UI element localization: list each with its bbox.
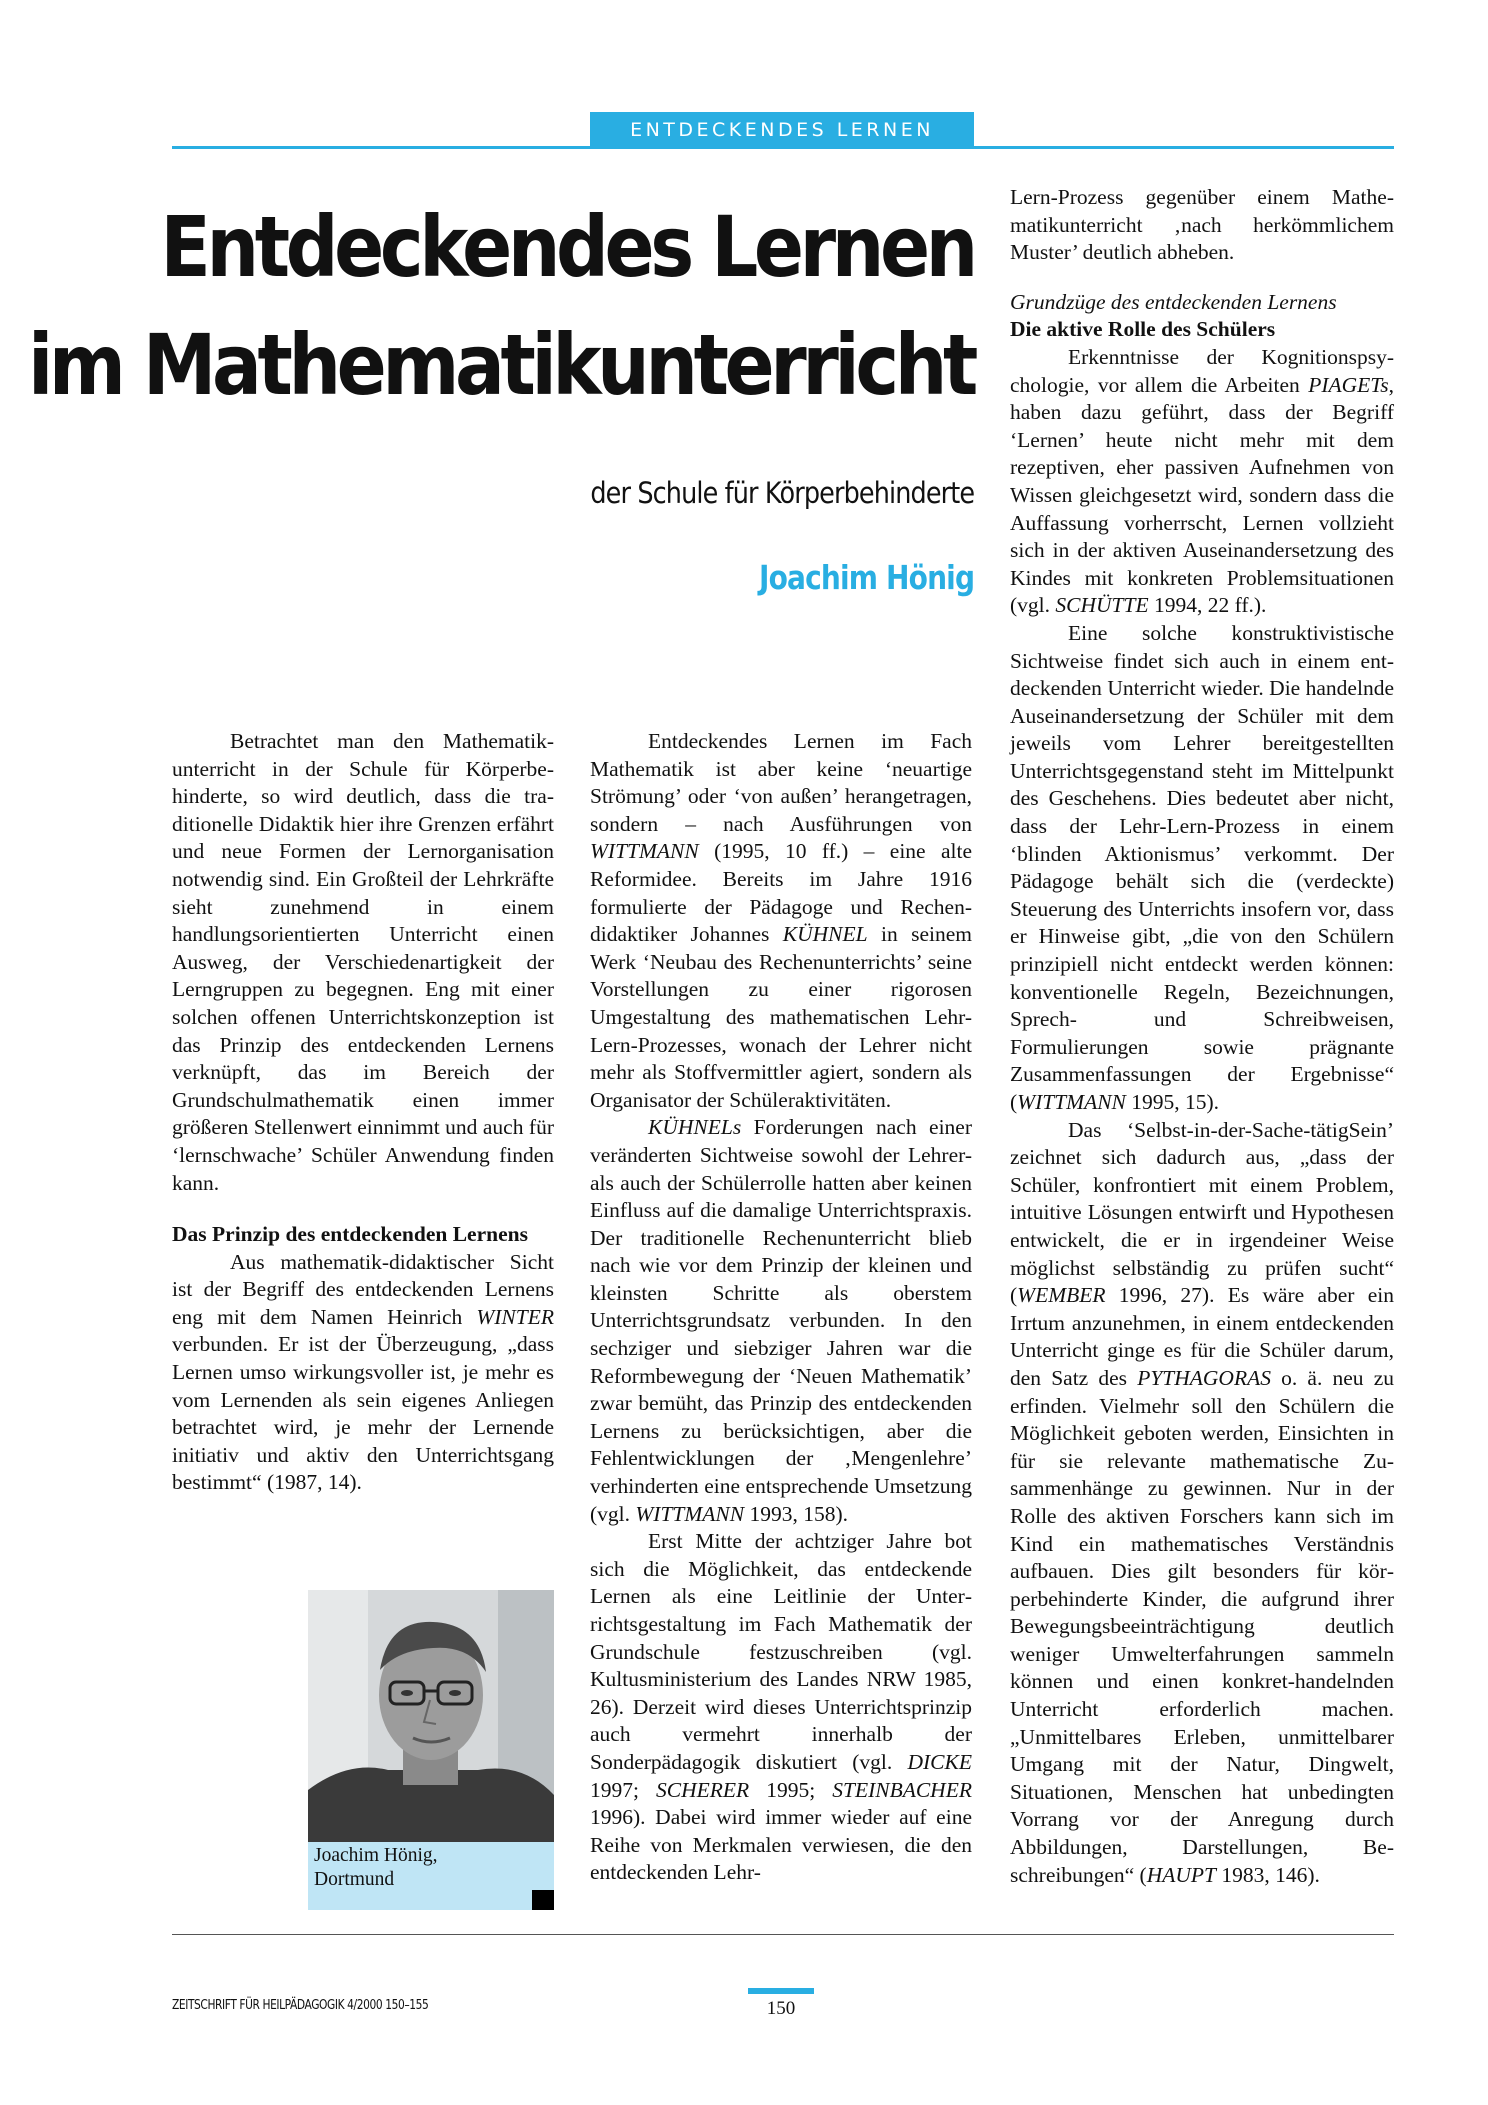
paragraph: Erkenntnisse der Kognitionspsychologie, vor allem die Arbeiten PIAGETs, haben dazu geführt, dass der Begriff ‘Lernen’ heute nicht mehr mit dem rezeptiven, eher passiven Aufnehmen von Wissen gleichgesetzt wird, sondern dass die Auffassung vorherrscht, Lernen vollzieht sich in der aktiven Auseinandersetzung des Kindes mit konkreten Problemsituationen (vgl. SCHÜTTE 1994, 22 ff.). xyxy=(1010,344,1394,618)
page-number: 150 xyxy=(766,1998,796,2019)
article-author: Joachim Hönig xyxy=(758,558,974,597)
paragraph: Erst Mitte der achtziger Jahre bot sich die Möglichkeit, das entdeckende Lernen als eine Leitlinie der Unterrichtsgestaltung im Fach Mathematik der Grundschule festzuschreiben (vgl. Kultusministerium des Landes NRW 1985, 26). Derzeit wird dieses Unterrichtsprinzip auch vermehrt innerhalb der Sonderpädagogik diskutiert (vgl. DICKE 1997; SCHERER 1995; STEINBACHER 1996). Dabei wird immer wieder auf eine Reihe von Merkmalen verwiesen, die den entdeckenden Lehr- xyxy=(590,1529,972,1885)
paragraph: Das ‘Selbst-in-der-Sache-tätigSein’ zeichnet sich dadurch aus, „dass der Schüler, konfrontiert mit einem Problem, intuitive Lösungen entwirft und Hypothesen entwickelt, die er in irgendeiner Weise möglichst selbständig zu prüfen sucht“ (WEMBER 1996, 27). Es wäre aber ein Irrtum anzunehmen, in einem entdeckenden Unterricht ginge es für die Schüler darum, den Satz des PYTHAGORAS o. ä. neu zu erfinden. Vielmehr soll den Schülern die Möglichkeit geboten werden, Einsichten in für sie relevante mathematische Zusammenhänge zu gewinnen. Nur in der Rolle des aktiven Forschers kann sich im Kind ein mathematisches Verständnis aufbauen. Dies gilt besonders für körperbehinderte Kinder, die aufgrund ihrer Bewegungsbeeinträchtigung deutlich weniger Umwelterfahrungen sammeln können und einen konkret-handelnden Unterricht erforderlich machen. „Unmittelbares Erleben, unmittelbarer Umgang mit der Natur, Dingwelt, Situationen, Menschen hat unbedingten Vorrang vor der Anregung durch Abbildungen, Darstellungen, Beschreibungen“ (HAUPT 1983, 146). xyxy=(1010,1117,1394,1887)
column-3 xyxy=(1010,184,1394,1889)
column-1 xyxy=(172,728,554,1497)
paragraph: Aus mathematik-didaktischer Sicht ist der Begriff des entdeckenden Lernens eng mit dem Namen Heinrich WINTER verbunden. Er ist der Überzeugung, „dass Lernen umso wirkungsvoller ist, je mehr es vom Lernenden als sein eigenes Anliegen betrachtet wird, je mehr der Lernende initiativ und aktiv den Unterrichtsgang bestimmt“ (1987, 14). xyxy=(172,1249,554,1495)
italic-subheading: Grundzüge des entdeckenden Lernens xyxy=(1010,289,1337,314)
paragraph: Lern-Prozess gegenüber einem Mathematikunterricht ‚nach herkömmlichem Muster’ deutlich abheben. xyxy=(1010,185,1394,265)
section-label: ENTDECKENDES LERNEN xyxy=(590,112,974,148)
caption-corner-mark xyxy=(532,1890,554,1910)
article-title xyxy=(28,188,974,424)
title-line-2: im Mathematikunterricht xyxy=(28,316,974,414)
footer-rule xyxy=(172,1934,1394,1935)
title-line-1: Entdeckendes Lernen xyxy=(160,198,974,296)
author-citation: WINTER xyxy=(476,1304,554,1329)
paragraph: Betrachtet man den Mathematikunterricht in der Schule für Körperbehinderte, so wird deutlich, dass die traditionelle Didaktik hier ihre Grenzen erfährt und neue Formen der Lernorganisation notwendig sind. Ein Großteil der Lehrkräfte sieht zunehmend in einem handlungsorientierten Unterricht einen Ausweg, der Verschiedenartigkeit der Lerngruppen zu begegnen. Eng mit einer solchen offenen Unterrichtskonzeption ist das Prinzip des entdeckenden Lernens verknüpft, das im Bereich der Grundschulmathematik einen immer größeren Stellenwert einnimmt und auch für ‘lernschwache’ Schüler Anwendung finden kann. xyxy=(172,729,554,1195)
section-heading: Das Prinzip des entdeckenden Lernens xyxy=(172,1222,528,1247)
header-rule xyxy=(172,146,1394,149)
paragraph: Eine solche konstruktivistische Sichtweise findet sich auch in einem entdeckenden Unterricht wieder. Die handelnde Auseinandersetzung der Schüler mit dem jeweils vom Lehrer bereitgestellten Unterrichtsgegenstand steht im Mittelpunkt des Geschehens. Dies bedeutet aber nicht, dass der Lehr-Lern-Prozess in einem ‘blinden Aktionismus’ verkommt. Der Pädagoge behält sich die (verdeckte) Steuerung des Unterrichts insofern vor, dass er Hinweise gibt, „die von den Schülern prinzipiell nicht entdeckt werden können: konventionelle Regeln, Bezeichnungen, Sprech- und Schreibweisen, Formulierungen sowie prägnante Zusammenfassungen der Ergebnisse“ (WITTMANN 1995, 15). xyxy=(1010,620,1394,1114)
portrait-image xyxy=(308,1590,554,1842)
article-subtitle: der Schule für Körperbehinderte xyxy=(590,476,974,510)
photo-caption: Joachim Hönig, Dortmund xyxy=(314,1845,438,1890)
paragraph: Entdeckendes Lernen im Fach Mathematik ist aber keine ‘neuartige Strömung’ oder ‘von außen’ herangetragen, sondern – nach Ausführungen von WITTMANN (1995, 10 ff.) – eine alte Reformidee. Bereits im Jahre 1916 formulierte der Pädagoge und Rechendidaktiker Johannes KÜHNEL in seinem Werk ‘Neubau des Rechenunterrichts’ seine Vorstellungen zu einer rigorosen Umgestaltung des mathematischen Lehr-Lern-Prozesses, wonach der Lehrer nicht mehr als Stoffvermittler agiert, sondern als Organisator der Schüleraktivitäten. xyxy=(590,729,972,1112)
author-photo xyxy=(308,1590,554,1842)
section-heading: Die aktive Rolle des Schülers xyxy=(1010,317,1276,342)
page-number-bar xyxy=(748,1988,814,1994)
paragraph: KÜHNELs Forderungen nach einer veränderten Sichtweise sowohl der Lehrer- als auch der Schülerrolle hatten aber keinen Einfluss auf die damalige Unterrichtspraxis. Der traditionelle Rechenunterricht blieb nach wie vor dem Prinzip der kleinen und kleinsten Schritte als oberstem Unterrichtsgrundsatz verbunden. In den sechziger und siebziger Jahren war die Reformbewegung der ‘Neuen Mathematik’ zwar bemüht, das Prinzip des entdeckenden Lernens zu berücksichtigen, aber die Fehlentwicklungen der ‚Mengenlehre’ verhinderten eine entsprechende Umsetzung (vgl. WITTMANN 1993, 158). xyxy=(590,1115,972,1526)
journal-reference: ZEITSCHRIFT FÜR HEILPÄDAGOGIK 4/2000 150–155 xyxy=(172,1998,429,2013)
column-2 xyxy=(590,728,972,1887)
